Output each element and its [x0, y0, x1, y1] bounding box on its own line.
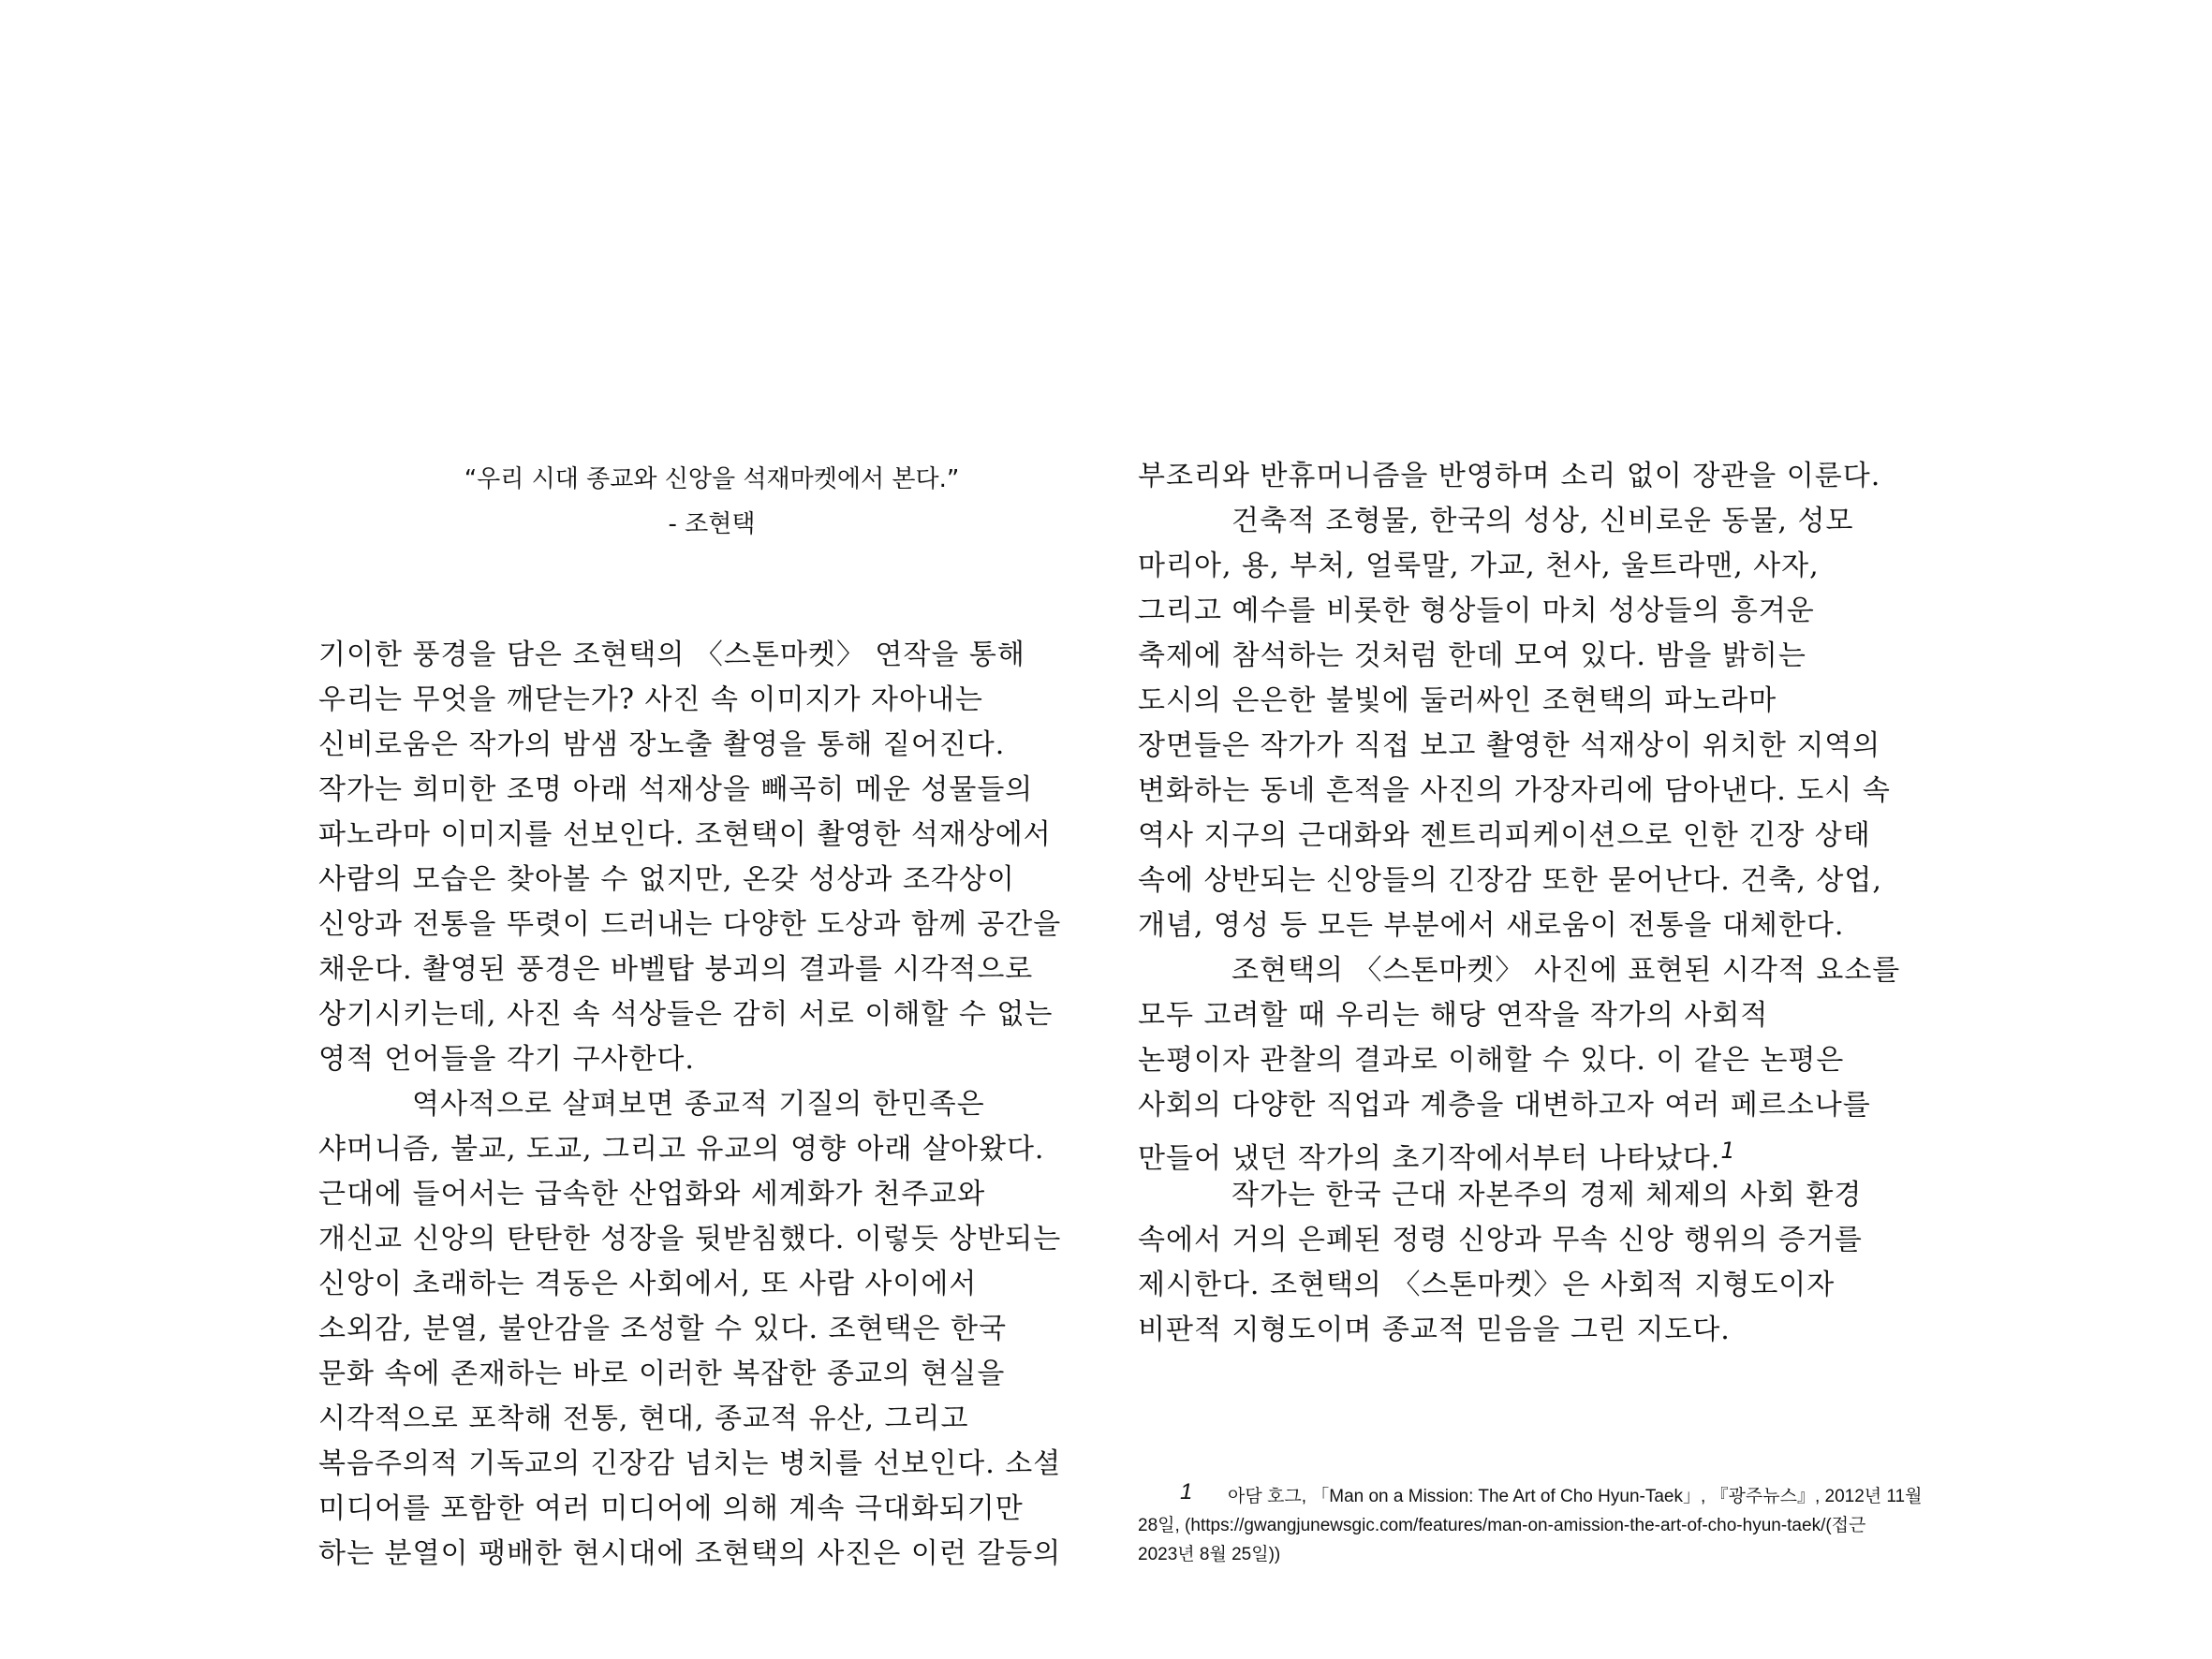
text-line-content: 개념, 영성 등 모든 부분에서 새로움이 전통을 대체한다.: [1138, 909, 1845, 942]
text-line-content: 속에 상반되는 신앙들의 긴장감 또한 묻어난다. 건축, 상업,: [1138, 864, 1882, 897]
text-line: [318, 1262, 1105, 1307]
text-line: [1138, 589, 1915, 634]
text-line: [318, 678, 1105, 723]
text-line-content: 부조리와 반휴머니즘을 반영하며 소리 없이 장관을 이룬다.: [1138, 460, 1881, 492]
text-line: [318, 1172, 1105, 1217]
text-line: [1138, 1173, 1915, 1218]
text-line-content: 마리아, 용, 부처, 얼룩말, 가교, 천사, 울트라맨, 사자,: [1138, 550, 1820, 582]
text-line: [1138, 1308, 1915, 1353]
text-line-content: 도시의 은은한 불빛에 둘러싸인 조현택의 파노라마: [1138, 684, 1777, 717]
text-line-content: 모두 고려할 때 우리는 해당 연작을 작가의 사회적: [1138, 999, 1769, 1032]
text-line: [1138, 948, 1915, 993]
footnote-number: 1: [1180, 1479, 1193, 1505]
text-line: [318, 768, 1105, 813]
text-line: [318, 903, 1105, 947]
text-line-content: 속에서 거의 은폐된 정령 신앙과 무속 신앙 행위의 증거를: [1138, 1224, 1863, 1256]
text-line-content: 근대에 들어서는 급속한 산업화와 세계화가 천주교와: [318, 1178, 986, 1211]
text-line-content: 만들어 냈던 작가의 초기작에서부터 나타났다.: [1138, 1142, 1721, 1175]
epigraph-attribution: - 조현택: [668, 510, 756, 538]
text-line: [1138, 1128, 1915, 1173]
epigraph: [318, 457, 1105, 547]
left-text-column: [318, 633, 1105, 1577]
text-line-content: 소외감, 분열, 불안감을 조성할 수 있다. 조현택은 한국: [318, 1313, 1007, 1345]
epigraph-quote: “우리 시대 종교와 신앙을 석재마켓에서 본다.”: [464, 465, 960, 493]
text-line-content: 논평이자 관찰의 결과로 이해할 수 있다. 이 같은 논평은: [1138, 1044, 1845, 1077]
text-line-content: 하는 분열이 팽배한 현시대에 조현택의 사진은 이런 갈등의: [318, 1537, 1062, 1570]
text-line: [1138, 1263, 1915, 1308]
text-line: [318, 1397, 1105, 1442]
text-line-content: 축제에 참석하는 것처럼 한데 모여 있다. 밤을 밝히는: [1138, 639, 1806, 672]
right-text-column: [1138, 454, 1915, 1353]
footnote-line: 2023년 8월 25일)): [1138, 1545, 1281, 1564]
text-line: [318, 947, 1105, 992]
text-line-content: 비판적 지형도이며 종교적 믿음을 그린 지도다.: [1138, 1314, 1731, 1346]
text-line: [318, 1307, 1105, 1352]
text-line: [318, 1487, 1105, 1532]
text-line: [1138, 544, 1915, 589]
text-line: [318, 813, 1105, 858]
text-line-content: 조현택의 〈스톤마켓〉 사진에 표현된 시각적 요소를: [1231, 954, 1901, 987]
text-line: [318, 1082, 1105, 1127]
text-line: [1138, 1218, 1915, 1263]
text-line-content: 신앙과 전통을 뚜렷이 드러내는 다양한 도상과 함께 공간을: [318, 908, 1062, 941]
text-line: [1138, 859, 1915, 903]
text-line: [1138, 903, 1915, 948]
footnote-line: [1138, 1477, 1923, 1511]
text-line: [1138, 814, 1915, 859]
text-line-content: 작가는 희미한 조명 아래 석재상을 빼곡히 메운 성물들의: [318, 773, 1034, 806]
text-line: [318, 633, 1105, 678]
text-line-content: 사회의 다양한 직업과 계층을 대변하고자 여러 페르소나를: [1138, 1089, 1871, 1122]
text-line: [318, 1532, 1105, 1577]
text-line-content: 신앙이 초래하는 격동은 사회에서, 또 사람 사이에서: [318, 1268, 978, 1300]
text-line-content: 역사 지구의 근대화와 젠트리피케이션으로 인한 긴장 상태: [1138, 819, 1871, 852]
footnote: [1138, 1477, 1923, 1569]
text-line: [1138, 679, 1915, 724]
text-line-content: 사람의 모습은 찾아볼 수 없지만, 온갖 성상과 조각상이: [318, 863, 1015, 896]
text-line-content: 신비로움은 작가의 밤샘 장노출 촬영을 통해 짙어진다.: [318, 728, 1006, 761]
text-line-content: 채운다. 촬영된 풍경은 바벨탑 붕괴의 결과를 시각적으로: [318, 953, 1034, 986]
text-line: [318, 1217, 1105, 1262]
text-line: [318, 1127, 1105, 1172]
text-line-content: 제시한다. 조현택의 〈스톤마켓〉은 사회적 지형도이자: [1138, 1269, 1836, 1301]
text-line-content: 그리고 예수를 비롯한 형상들이 마치 성상들의 흥겨운: [1138, 595, 1815, 627]
text-line: [318, 1352, 1105, 1397]
text-line: [1138, 634, 1915, 679]
text-line: [318, 858, 1105, 903]
text-line: [318, 992, 1105, 1037]
text-line-content: 역사적으로 살펴보면 종교적 기질의 한민족은: [412, 1088, 985, 1121]
footnote-text: 아담 호그, 「Man on a Mission: The Art of Cho Hyun-Taek」, 『광주뉴스』, 2012년 11월: [1228, 1487, 1923, 1506]
text-line: [318, 723, 1105, 768]
text-line-content: 파노라마 이미지를 선보인다. 조현택이 촬영한 석재상에서: [318, 818, 1052, 851]
text-line-content: 영적 언어들을 각기 구사한다.: [318, 1043, 695, 1076]
text-line-content: 미디어를 포함한 여러 미디어에 의해 계속 극대화되기만: [318, 1492, 1024, 1525]
text-line-content: 우리는 무엇을 깨닫는가? 사진 속 이미지가 자아내는: [318, 683, 983, 716]
text-line-content: 건축적 조형물, 한국의 성상, 신비로운 동물, 성모: [1231, 505, 1854, 537]
footnote-reference[interactable]: 1: [1720, 1138, 1735, 1164]
text-line: [1138, 1083, 1915, 1128]
text-line-content: 장면들은 작가가 직접 보고 촬영한 석재상이 위치한 지역의: [1138, 729, 1881, 762]
text-line: [318, 1037, 1105, 1082]
text-line-content: 샤머니즘, 불교, 도교, 그리고 유교의 영향 아래 살아왔다.: [318, 1133, 1045, 1166]
footnote-line: 28일, (https://gwangjunewsgic.com/features/man-on-amission-the-art-of-cho-hyun-taek/(접근: [1138, 1516, 1866, 1535]
text-line: [1138, 993, 1915, 1038]
text-line: [1138, 769, 1915, 814]
text-line: [318, 1442, 1105, 1487]
text-line: [1138, 724, 1915, 769]
text-line-content: 기이한 풍경을 담은 조현택의 〈스톤마켓〉 연작을 통해: [318, 639, 1025, 671]
text-line-content: 문화 속에 존재하는 바로 이러한 복잡한 종교의 현실을: [318, 1358, 1006, 1390]
text-line-content: 개신교 신앙의 탄탄한 성장을 뒷받침했다. 이렇듯 상반되는: [318, 1223, 1062, 1255]
text-line: [1138, 499, 1915, 544]
text-line-content: 변화하는 동네 흔적을 사진의 가장자리에 담아낸다. 도시 속: [1138, 774, 1891, 807]
text-line-content: 복음주의적 기독교의 긴장감 넘치는 병치를 선보인다. 소셜: [318, 1447, 1062, 1480]
text-line-content: 시각적으로 포착해 전통, 현대, 종교적 유산, 그리고: [318, 1402, 969, 1435]
text-line: [1138, 1038, 1915, 1083]
text-line-content: 상기시키는데, 사진 속 석상들은 감히 서로 이해할 수 없는: [318, 998, 1054, 1031]
text-line-content: 작가는 한국 근대 자본주의 경제 체제의 사회 환경: [1231, 1179, 1863, 1211]
text-line: [1138, 454, 1915, 499]
